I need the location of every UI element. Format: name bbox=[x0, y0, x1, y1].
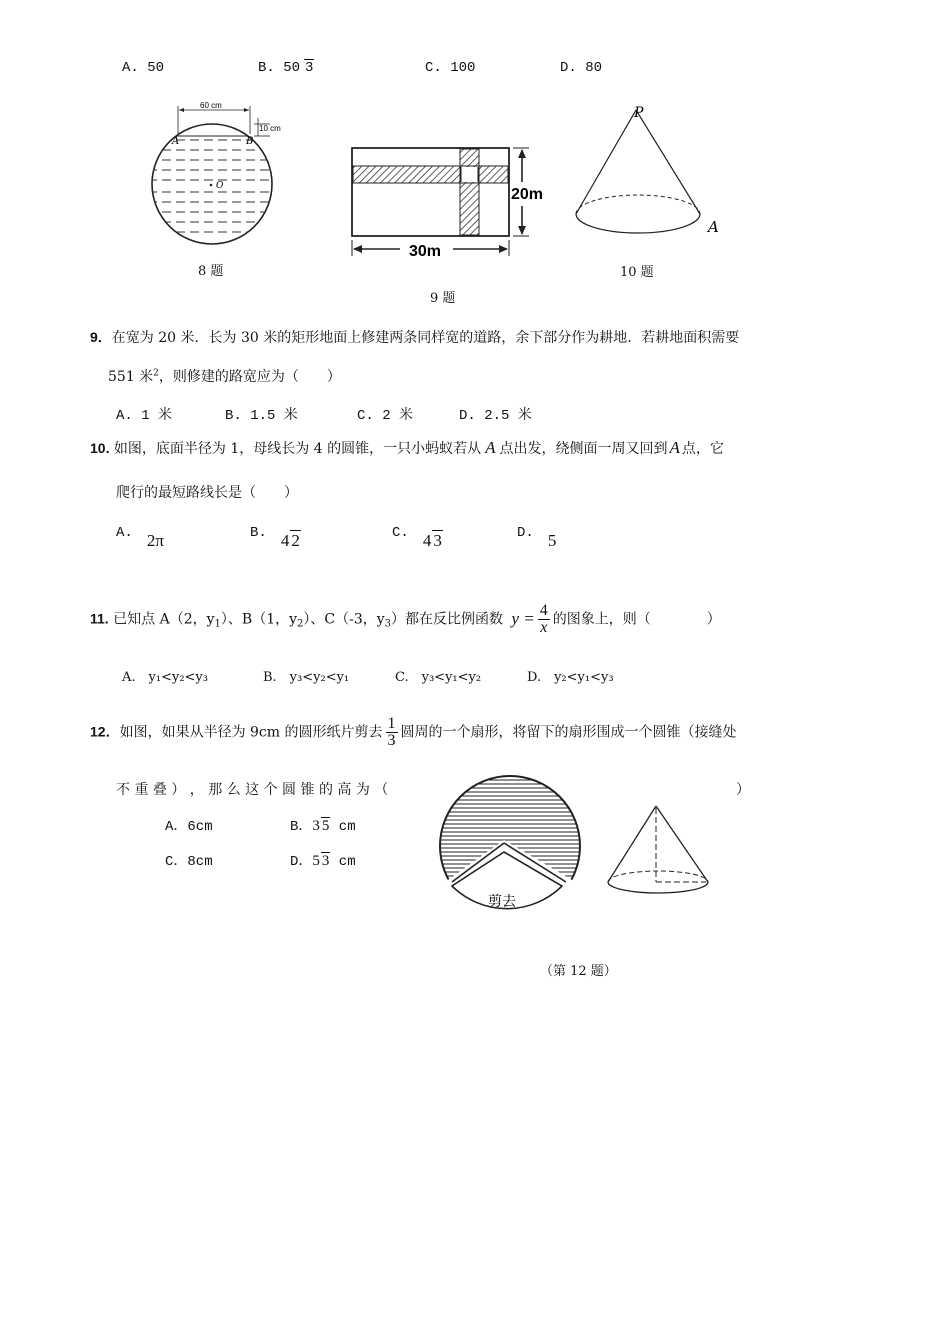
q10-option-a: A. 2π bbox=[116, 525, 164, 550]
q8-option-a: A. 50 bbox=[122, 60, 165, 76]
q12-option-a: A．6cm bbox=[165, 819, 213, 835]
q10-number: 10. bbox=[90, 440, 110, 456]
fig10-apex-label: P bbox=[634, 105, 644, 121]
q10-option-b: B. 4 2 bbox=[250, 525, 300, 550]
q9-option-d: D. 2.5 米 bbox=[459, 408, 532, 424]
q9-option-b: B. 1.5 米 bbox=[225, 408, 298, 424]
fig8-depth-label: 10 cm bbox=[259, 124, 281, 133]
figure-9-rectangle-diagram bbox=[345, 140, 550, 270]
fig8-center: O bbox=[216, 181, 224, 191]
q12-number: 12． bbox=[90, 723, 120, 740]
fig9-horizontal-road bbox=[353, 166, 508, 183]
q11-option-c: C. y₃<y₁<y₂ bbox=[395, 670, 482, 685]
q11-option-d: D. y₂<y₁<y₃ bbox=[527, 670, 614, 685]
q12-line-1: 12．如图，如果从半径为 9cm 的圆形纸片剪去 $\frac{1}{3}$ 圆周的一个扇形，将留下的扇形围成一个圆锥（接缝处 bbox=[90, 715, 737, 749]
q11-option-b: B. y₃<y₂<y₁ bbox=[263, 670, 350, 685]
q9-line-2: 551 米$^2$，则修建的路宽应为（ ） bbox=[108, 368, 341, 385]
figure-8-circle-diagram bbox=[148, 100, 281, 250]
q10-option-c: C. 4 3 bbox=[392, 525, 442, 550]
figure-10-caption: 10 题 bbox=[620, 265, 654, 280]
q12-option-c: C．8cm bbox=[165, 854, 213, 870]
fig8-point-b: B bbox=[246, 136, 254, 147]
q10-line-1: 10. 如图，底面半径为 1，母线长为 4 的圆锥，一只小蚂蚁若从 A 点出发，绕侧面一周又回到 A 点，它 bbox=[90, 438, 724, 457]
q12-line-2-close: ） bbox=[736, 782, 750, 798]
figure-9-caption: 9 题 bbox=[430, 291, 456, 306]
q9-option-a: A. 1 米 bbox=[116, 408, 173, 424]
fig8-circle bbox=[152, 124, 272, 244]
fig9-vertical-road bbox=[460, 149, 479, 235]
q9-line-1 bbox=[90, 327, 739, 347]
q10-line-2: 爬行的最短路线长是（ ） bbox=[116, 485, 298, 501]
q12-line-2: 不 重 叠 ） ， 那 么 这 个 圆 锥 的 高 为 （ bbox=[116, 782, 389, 798]
q11-number: 11. bbox=[90, 610, 109, 627]
q9-option-c: C. 2 米 bbox=[357, 408, 414, 424]
q9-text-1: 在宽为 20 米．长为 30 米的矩形地面上修建两条同样宽的道路，余下部分作为耕地．若耕地面积需要 bbox=[111, 330, 740, 346]
q8-option-b: B. 50 3 bbox=[258, 60, 314, 76]
fig8-point-a: A bbox=[172, 136, 180, 147]
q8-option-c: C. 100 bbox=[425, 60, 476, 76]
q10-option-d: D. 5 bbox=[517, 525, 557, 550]
fig12-cut-label: 剪去 bbox=[488, 894, 516, 910]
figure-12-circle-with-cut-sector bbox=[438, 770, 598, 930]
fig10-point-a-label: A bbox=[708, 218, 719, 236]
q8-option-d: D. 80 bbox=[560, 60, 603, 76]
fig9-width-label: 30m bbox=[409, 243, 442, 260]
figure-10-cone bbox=[570, 102, 730, 242]
q11-line-1: 11. 已知点 A（2，$y_1$）、B（1，$y_2$）、C（-3，$y_3$）都在反比例函数 y = $\frac{4}{x}$ 的图象上，则（ ） bbox=[90, 602, 721, 636]
figure-12-cone bbox=[600, 800, 720, 900]
q12-option-b: B．3 5 cm bbox=[290, 818, 356, 835]
fig8-width-label: 60 cm bbox=[200, 101, 222, 110]
figure-8-caption: 8 题 bbox=[198, 264, 224, 279]
q11-option-a: A. y₁<y₂<y₃ bbox=[122, 670, 208, 685]
figure-12-caption: （第 12 题） bbox=[540, 964, 617, 979]
fig9-height-label: 20m bbox=[511, 186, 544, 203]
q12-option-d: D．5 3 cm bbox=[290, 853, 356, 870]
q9-number: 9． bbox=[90, 329, 112, 345]
